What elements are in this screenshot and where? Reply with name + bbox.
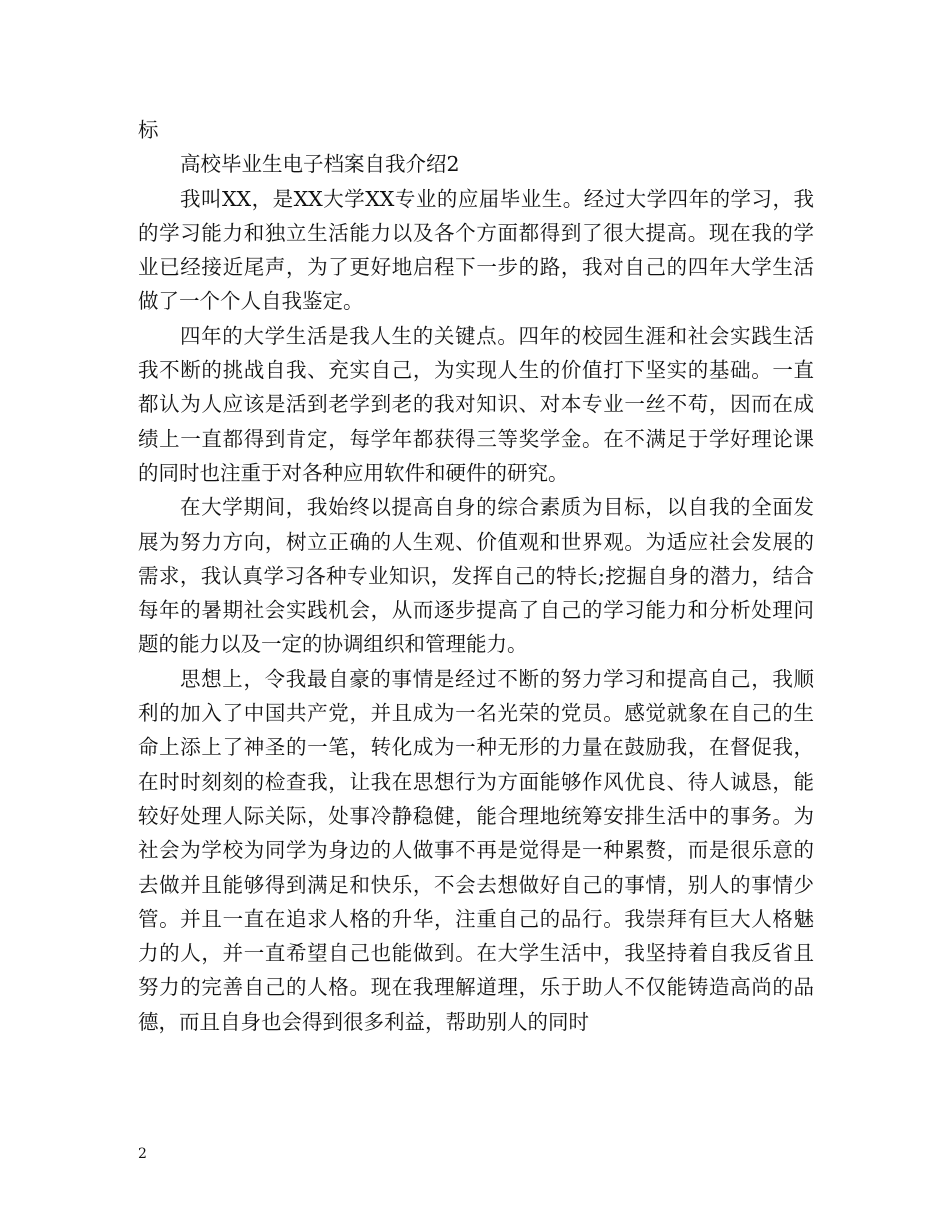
document-body [138,113,814,1039]
paragraph-intro: 我叫XX，是XX大学XX专业的应届毕业生。经过大学四年的学习，我的学习能力和独立生活能力以及各个方面都得到了很大提高。现在我的学业已经接近尾声，为了更好地启程下一步的路，我对自己的四年大学生活做了一个个人自我鉴定。 [138,186,814,314]
paragraph-university-life: 四年的大学生活是我人生的关键点。四年的校园生涯和社会实践生活我不断的挑战自我、充实自己，为实现人生的价值打下坚实的基础。一直都认为人应该是活到老学到老的我对知识、对本专业一丝不苟，因而在成绩上一直都得到肯定，每学年都获得三等奖学金。在不满足于学好理论课的同时也注重于对各种应用软件和硬件的研究。 [138,323,814,485]
section-title: 高校毕业生电子档案自我介绍2 [180,152,460,177]
paragraph-self-development: 在大学期间，我始终以提高自身的综合素质为目标，以自我的全面发展为努力方向，树立正确的人生观、价值观和世界观。为适应社会发展的需求，我认真学习各种专业知识，发挥自己的特长;挖掘自身的潜力，结合每年的暑期社会实践机会，从而逐步提高了自己的学习能力和分析处理问题的能力以及一定的协调组织和管理能力。 [138,495,814,657]
text-fragment: 标 [138,118,159,142]
paragraph-ideology: 思想上，令我最自豪的事情是经过不断的努力学习和提高自己，我顺利的加入了中国共产党，并且成为一名光荣的党员。感觉就象在自己的生命上添上了神圣的一笔，转化成为一种无形的力量在鼓励我，在督促我，在时时刻刻的检查我，让我在思想行为方面能够作风优良、待人诚恳，能较好处理人际关际，处事冷静稳健，能合理地统筹安排生活中的事务。为社会为学校为同学为身边的人做事不再是觉得是一种累赘，而是很乐意的去做并且能够得到满足和快乐，不会去想做好自己的事情，别人的事情少管。并且一直在追求人格的升华，注重自己的品行。我崇拜有巨大人格魅力的人，并一直希望自己也能做到。在大学生活中，我坚持着自我反省且努力的完善自己的人格。现在我理解道理，乐于助人不仅能铸造高尚的品德，而且自身也会得到很多利益，帮助别人的同时 [138,666,814,1034]
page-number: 2 [138,1146,147,1162]
